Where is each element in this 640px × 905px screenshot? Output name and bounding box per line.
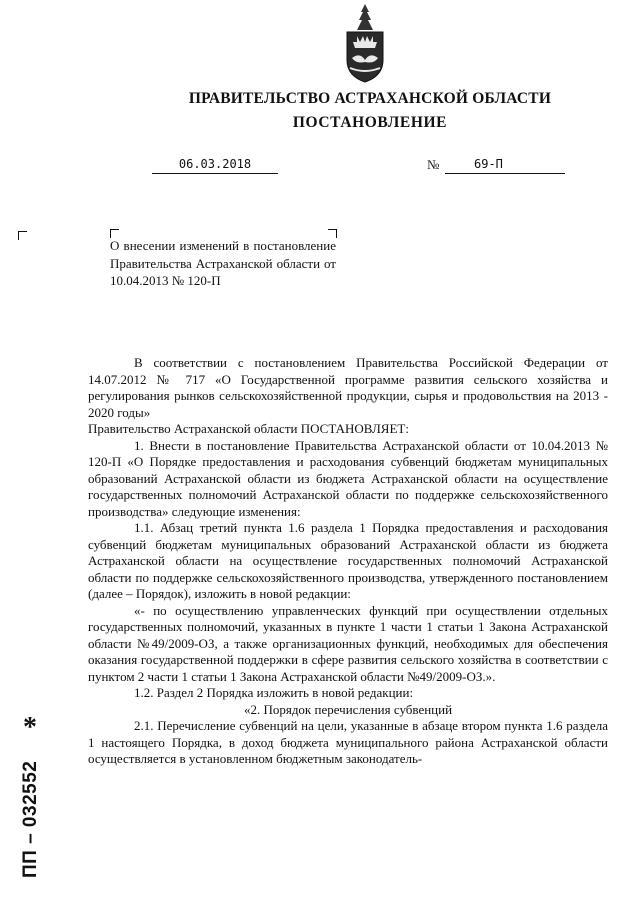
document-body <box>88 355 608 768</box>
document-number: 69-П <box>474 157 503 171</box>
paragraph: В соответствии с постановлением Правительства Российской Федерации от 14.07.2012 № 717 «О Государственной программе развития сельского хозяйства и регулирования рынков сельскохозяйственной продукции, сырья и продовольствия на 2013 - 2020 годы» <box>88 355 608 420</box>
number-sign: № <box>427 157 440 172</box>
document-date: 06.03.2018 <box>178 157 252 171</box>
document-kind: ПОСТАНОВЛЕНИЕ <box>292 114 448 131</box>
serial-number-mark: ПП – 032552 <box>20 760 41 878</box>
coat-of-arms-emblem <box>340 2 390 84</box>
paragraph: 1. Внести в постановление Правительства Астраханской области от 10.04.2013 № 120-П «О Порядке предоставления и расходования субвенций бюджетам муниципальных образований Астраханской области из бюджета Астраханской области на осуществление государственных полномочий Астраханской области по поддержке сельскохозяйственного производства» следующие изменения: <box>88 437 608 519</box>
asterisk-mark: * <box>23 712 37 743</box>
paragraph: 1.1. Абзац третий пункта 1.6 раздела 1 Порядка предоставления и расходования субвенций бюджетам муниципальных образований Астраханской области из бюджета Астраханской области на осуществление государственных полномочий Астраханской области по поддержке сельскохозяйственного производства, утвержденного постановлением (далее – Порядок), изложить в новой редакции: <box>88 520 608 601</box>
document-subject: О внесении изменений в постановление Правительства Астраханской области от 10.04.2013 № 120-П <box>110 238 336 288</box>
organization-title: ПРАВИТЕЛЬСТВО АСТРАХАНСКОЙ ОБЛАСТИ <box>188 90 552 107</box>
paragraph: 2.1. Перечисление субвенций на цели, указанные в абзаце втором пункта 1.6 раздела 1 настоящего Порядка, в доход бюджета муниципального района Астраханской области осуществляется в установленном бюджетным законодатель- <box>88 718 608 766</box>
paragraph: Правительство Астраханской области ПОСТАНОВЛЯЕТ: <box>88 421 409 436</box>
section-heading: «2. Порядок перечисления субвенций <box>243 701 453 717</box>
paragraph: 1.2. Раздел 2 Порядка изложить в новой редакции: <box>134 685 414 700</box>
date-underline <box>152 173 278 174</box>
corner-mark <box>18 231 27 240</box>
paragraph: «- по осуществлению управленческих функций при осуществлении отдельных государственных полномочий, указанных в пункте 1 части 1 статьи 1 Закона Астраханской области №49/2009-ОЗ, а также организационных функций, необходимых для обеспечения оказания государственной поддержки в сфере развития сельского хозяйства в соответствии с пунктом 2 части 1 статьи 1 Закона Астраханской области №49/2009-ОЗ.». <box>88 602 608 684</box>
number-underline <box>445 173 565 174</box>
